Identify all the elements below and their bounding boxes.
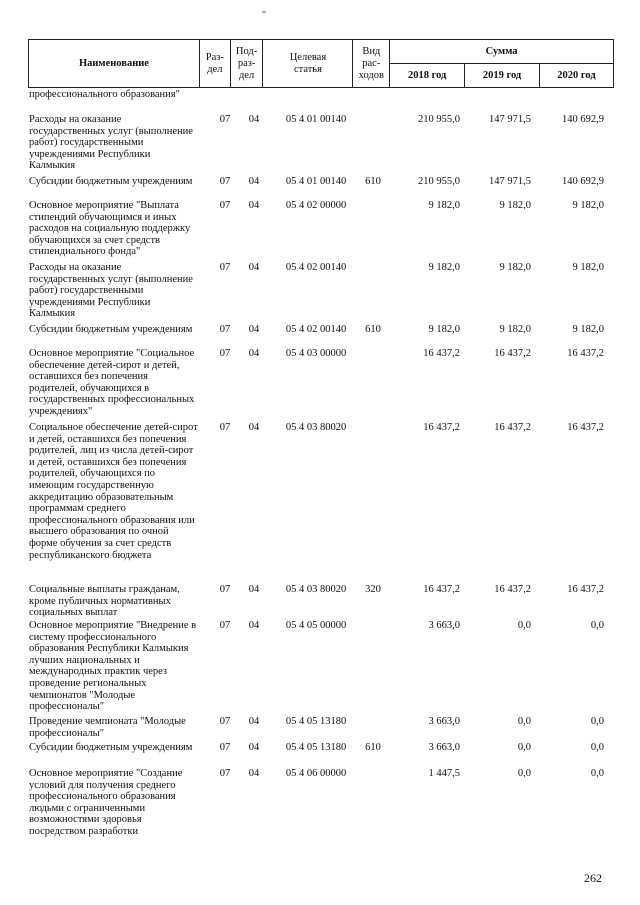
- cell-y1: 210 955,0: [418, 114, 460, 125]
- cell-y3: 0,0: [590, 768, 604, 779]
- header-2018: 2018 год: [390, 64, 465, 88]
- cell-name: Социальное обеспечение детей-сирот и детей, оставшихся без попечения родителей, лиц из числа детей-сирот и детей, оставшихся без попечения родителей, обучающихся по имеющим государственную аккредитацию образовательным программам среднего профессионального образования или высшего образования по очной форме обучения за счет средств республиканского бюджета: [29, 422, 198, 561]
- cell-name: профессионального образования": [29, 89, 180, 100]
- cell-y3: 9 182,0: [572, 262, 604, 273]
- cell-razdel: 07: [219, 348, 231, 359]
- cell-podrazdel: 04: [248, 262, 260, 273]
- cell-name: Расходы на оказание государственных услуг (выполнение работ) государственными учреждениями Республики Калмыкия: [29, 262, 193, 320]
- header-2020: 2020 год: [540, 64, 614, 88]
- cell-y2: 16 437,2: [494, 422, 531, 433]
- cell-y2: 0,0: [517, 620, 531, 631]
- cell-podrazdel: 04: [248, 768, 260, 779]
- cell-y2: 16 437,2: [494, 584, 531, 595]
- cell-name: Субсидии бюджетным учреждениям: [29, 324, 193, 335]
- cell-cs: 05 4 01 00140: [285, 176, 347, 187]
- cell-cs: 05 4 01 00140: [285, 114, 347, 125]
- cell-razdel: 07: [219, 114, 231, 125]
- cell-razdel: 07: [219, 262, 231, 273]
- cell-cs: 05 4 02 00140: [285, 262, 347, 273]
- cell-cs: 05 4 03 00000: [285, 348, 347, 359]
- cell-y3: 0,0: [590, 742, 604, 753]
- header-razdel-text: Раз- дел: [205, 51, 224, 75]
- cell-name: Основное мероприятие "Внедрение в систему профессионального образования Республики Калмыкия лучших национальных и международных практик через проведение региональных чемпионатов "Молодые профессионалы": [29, 620, 197, 713]
- cell-podrazdel: 04: [248, 324, 260, 335]
- cell-podrazdel: 04: [248, 176, 260, 187]
- cell-y3: 0,0: [590, 620, 604, 631]
- cell-podrazdel: 04: [248, 620, 260, 631]
- cell-name: Основное мероприятие "Создание условий для получения среднего профессионального образования людьми с ограниченными возможностями здоровья посредством разработки: [29, 768, 183, 837]
- cell-razdel: 07: [219, 176, 231, 187]
- cell-y2: 9 182,0: [499, 324, 531, 335]
- cell-cs: 05 4 03 80020: [285, 422, 347, 433]
- cell-podrazdel: 04: [248, 742, 260, 753]
- cell-razdel: 07: [219, 324, 231, 335]
- cell-vr: 320: [365, 584, 381, 595]
- cell-cs: 05 4 06 00000: [285, 768, 347, 779]
- cell-name: Субсидии бюджетным учреждениям: [29, 742, 193, 753]
- top-mark: -: [262, 4, 266, 18]
- cell-razdel: 07: [219, 422, 231, 433]
- cell-y3: 140 692,9: [562, 114, 604, 125]
- cell-name: Субсидии бюджетным учреждениям: [29, 176, 193, 187]
- cell-y3: 9 182,0: [572, 200, 604, 211]
- cell-y1: 3 663,0: [428, 620, 460, 631]
- cell-razdel: 07: [219, 742, 231, 753]
- cell-y3: 140 692,9: [562, 176, 604, 187]
- cell-y3: 16 437,2: [567, 584, 604, 595]
- cell-razdel: 07: [219, 200, 231, 211]
- cell-name: Расходы на оказание государственных услуг (выполнение работ) государственными учреждениями Республики Калмыкия: [29, 114, 193, 172]
- header-vid-text: Вид рас- ходов: [358, 45, 384, 81]
- cell-razdel: 07: [219, 584, 231, 595]
- cell-y1: 16 437,2: [423, 584, 460, 595]
- cell-cs: 05 4 05 13180: [285, 716, 347, 727]
- cell-y1: 9 182,0: [428, 324, 460, 335]
- cell-y1: 9 182,0: [428, 200, 460, 211]
- cell-cs: 05 4 05 00000: [285, 620, 347, 631]
- cell-y3: 16 437,2: [567, 348, 604, 359]
- cell-name: Проведение чемпионата "Молодые профессионалы": [29, 716, 186, 739]
- header-podrazdel-text: Под- раз- дел: [235, 45, 258, 81]
- cell-y2: 0,0: [517, 716, 531, 727]
- cell-razdel: 07: [219, 716, 231, 727]
- cell-y2: 16 437,2: [494, 348, 531, 359]
- cell-vr: 610: [365, 742, 381, 753]
- cell-razdel: 07: [219, 620, 231, 631]
- cell-y1: 16 437,2: [423, 422, 460, 433]
- cell-podrazdel: 04: [248, 422, 260, 433]
- cell-y3: 9 182,0: [572, 324, 604, 335]
- cell-name: Основное мероприятие "Выплата стипендий обучающимся и иных расходов на социальную поддержку обучающихся за счет средств стипендиального фонда": [29, 200, 191, 258]
- cell-y3: 0,0: [590, 716, 604, 727]
- cell-y2: 9 182,0: [499, 200, 531, 211]
- cell-cs: 05 4 02 00140: [285, 324, 347, 335]
- cell-cs: 05 4 03 80020: [285, 584, 347, 595]
- cell-podrazdel: 04: [248, 348, 260, 359]
- cell-y1: 16 437,2: [423, 348, 460, 359]
- cell-y1: 210 955,0: [418, 176, 460, 187]
- cell-y1: 1 447,5: [428, 768, 460, 779]
- cell-name: Основное мероприятие "Социальное обеспечение детей-сирот и детей, оставшихся без попечения родителей, обучающихся в государственных профессиональных учреждениях": [29, 348, 195, 417]
- cell-y1: 3 663,0: [428, 716, 460, 727]
- cell-podrazdel: 04: [248, 716, 260, 727]
- cell-y1: 9 182,0: [428, 262, 460, 273]
- cell-y2: 9 182,0: [499, 262, 531, 273]
- cell-podrazdel: 04: [248, 114, 260, 125]
- header-sum: Сумма: [390, 40, 614, 64]
- header-target-text: Целевая статья: [289, 51, 327, 75]
- cell-cs: 05 4 02 00000: [285, 200, 347, 211]
- cell-y1: 3 663,0: [428, 742, 460, 753]
- cell-y2: 147 971,5: [489, 176, 531, 187]
- page-number: 262: [584, 871, 602, 885]
- cell-vr: 610: [365, 324, 381, 335]
- cell-name: Социальные выплаты гражданам, кроме публичных нормативных социальных выплат: [29, 584, 180, 619]
- cell-cs: 05 4 05 13180: [285, 742, 347, 753]
- cell-razdel: 07: [219, 768, 231, 779]
- header-2019: 2019 год: [465, 64, 540, 88]
- header-name: Наименование: [29, 40, 200, 88]
- cell-podrazdel: 04: [248, 584, 260, 595]
- cell-y3: 16 437,2: [567, 422, 604, 433]
- cell-y2: 0,0: [517, 768, 531, 779]
- cell-vr: 610: [365, 176, 381, 187]
- cell-y2: 147 971,5: [489, 114, 531, 125]
- cell-podrazdel: 04: [248, 200, 260, 211]
- cell-y2: 0,0: [517, 742, 531, 753]
